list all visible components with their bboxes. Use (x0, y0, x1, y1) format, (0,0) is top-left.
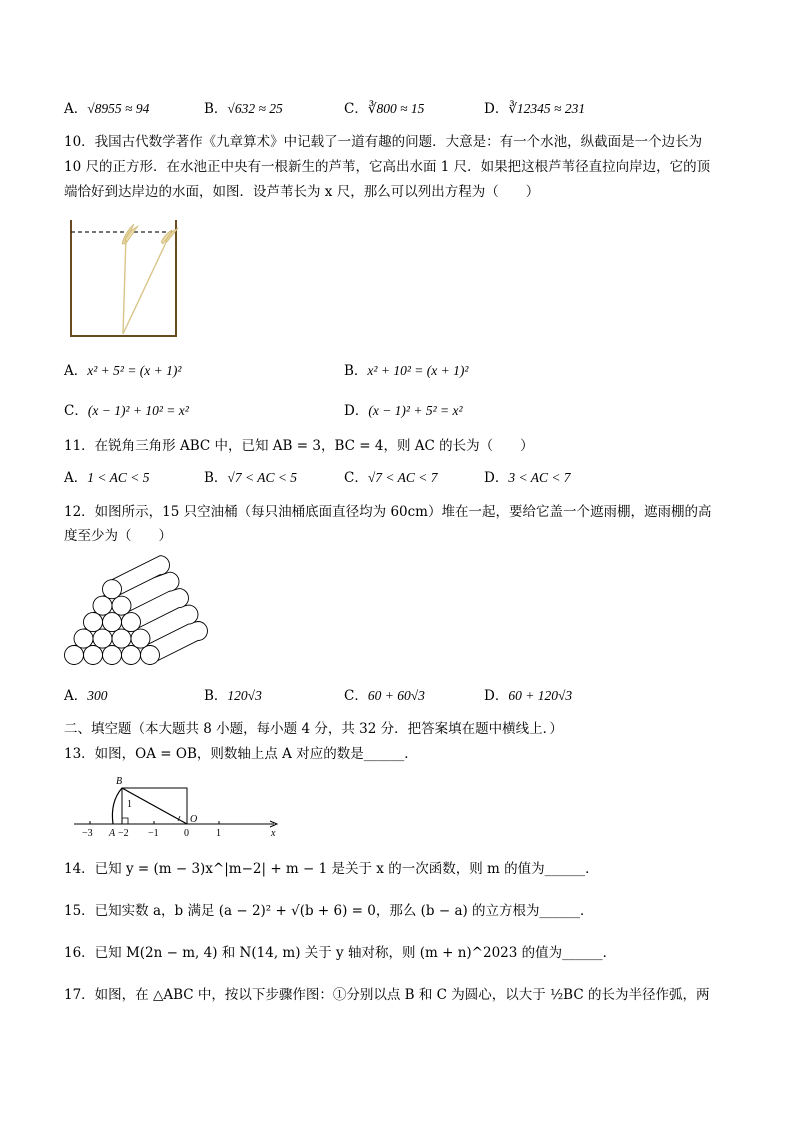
tick-minus-3: −3 (82, 828, 93, 839)
q12-option-a: A．300 (64, 688, 108, 704)
barrel-end (84, 646, 103, 665)
reed-pulled (123, 234, 170, 334)
q10-pond-figure (64, 214, 184, 340)
q11-stem: 11．在锐角三角形 ABC 中，已知 AB = 3，BC = 4，则 AC 的长为（ ） (64, 438, 534, 454)
barrel-end (74, 629, 93, 648)
reed-upright (123, 236, 126, 334)
right-angle-mark (122, 818, 128, 824)
q12-option-c: C．60 + 60√3 (344, 688, 425, 704)
barrel-end (93, 629, 112, 648)
arc-b-to-a (112, 788, 122, 824)
q10-stem-line3: 端恰好到达岸边的水面，如图．设芦苇长为 x 尺，那么可以列出方程为（ ） (64, 184, 540, 200)
q11-option-d: D．3 < AC < 7 (484, 470, 571, 486)
q12-option-b: B．120√3 (204, 688, 262, 704)
q10-option-c: C．(x − 1)² + 10² = x² (64, 403, 189, 419)
barrel-end (131, 629, 150, 648)
barrel-end (103, 613, 122, 632)
q11-option-c: C．√7 < AC < 7 (344, 470, 438, 486)
q13-number-line-figure (72, 772, 284, 840)
section2-heading: 二、填空题（本大题共 8 小题，每小题 4 分，共 32 分．把答案填在题中横线上．） (64, 721, 563, 737)
barrel-end (122, 646, 141, 665)
tick-1: 1 (216, 828, 221, 839)
q12-stem-line1: 12．如图所示，15 只空油桶（每只油桶底面直径均为 60cm）堆在一起，要给它盖一个遮雨棚，遮雨棚的高 (64, 504, 712, 520)
q12-barrels-figure (62, 560, 232, 672)
q12-option-d: D．60 + 120√3 (484, 688, 573, 704)
q9-option-c: C．∛800 ≈ 15 (344, 101, 425, 117)
q10-option-b: B．x² + 10² = (x + 1)² (344, 363, 469, 379)
q10-stem-line2: 10 尺的正方形．在水池正中央有一根新生的芦苇，它高出水面 1 尺．如果把这根芦苇径直拉向岸边，它的顶 (64, 159, 711, 175)
q16-stem: 16．已知 M(2n − m, 4) 和 N(14, m) 关于 y 轴对称，则 (m + n)^2023 的值为______． (64, 945, 617, 961)
label-x: x (271, 828, 276, 839)
barrel-end (103, 580, 122, 599)
q9-option-d: D．∛12345 ≈ 231 (484, 101, 586, 117)
q11-option-b: B．√7 < AC < 5 (204, 470, 298, 486)
q9-option-b: B．√632 ≈ 25 (204, 101, 283, 117)
label-b: B (116, 776, 123, 787)
tick-0: 0 (184, 828, 189, 839)
q10-stem-line1: 10．我国古代数学著作《九章算术》中记载了一道有趣的问题．大意是：有一个水池，纵截面是一个边长为 (64, 134, 703, 150)
tick-minus-1: −1 (148, 828, 159, 839)
label-o: O (190, 814, 198, 825)
barrel-end (65, 646, 84, 665)
q17-stem: 17．如图，在 △ABC 中，按以下步骤作图：①分别以点 B 和 C 为圆心，以大于 ½BC 的长为半径作弧，两 (64, 987, 710, 1003)
q10-option-a: A．x² + 5² = (x + 1)² (64, 363, 182, 379)
q10-option-d: D．(x − 1)² + 5² = x² (344, 403, 463, 419)
barrel-end (93, 596, 112, 615)
barrel-end (84, 613, 103, 632)
q13-stem: 13．如图，OA = OB，则数轴上点 A 对应的数是______． (64, 746, 418, 762)
barrel-end (112, 596, 131, 615)
q11-option-a: A．1 < AC < 5 (64, 470, 150, 486)
barrel-end (103, 646, 122, 665)
barrel-end (122, 613, 141, 632)
q14-stem: 14．已知 y = (m − 3)x^|m−2| + m − 1 是关于 x 的一次函数，则 m 的值为______． (64, 861, 599, 877)
barrel-end (141, 646, 160, 665)
tick-minus-2: −2 (118, 828, 129, 839)
q9-option-a: A．√8955 ≈ 94 (64, 101, 150, 117)
label-a: A (109, 828, 116, 839)
barrel-end (112, 629, 131, 648)
q12-stem-line2: 度至少为（ ） (64, 528, 172, 544)
label-height: 1 (127, 799, 132, 810)
q15-stem: 15．已知实数 a，b 满足 (a − 2)² + √(b + 6) = 0，那么 (b − a) 的立方根为______． (64, 903, 594, 919)
